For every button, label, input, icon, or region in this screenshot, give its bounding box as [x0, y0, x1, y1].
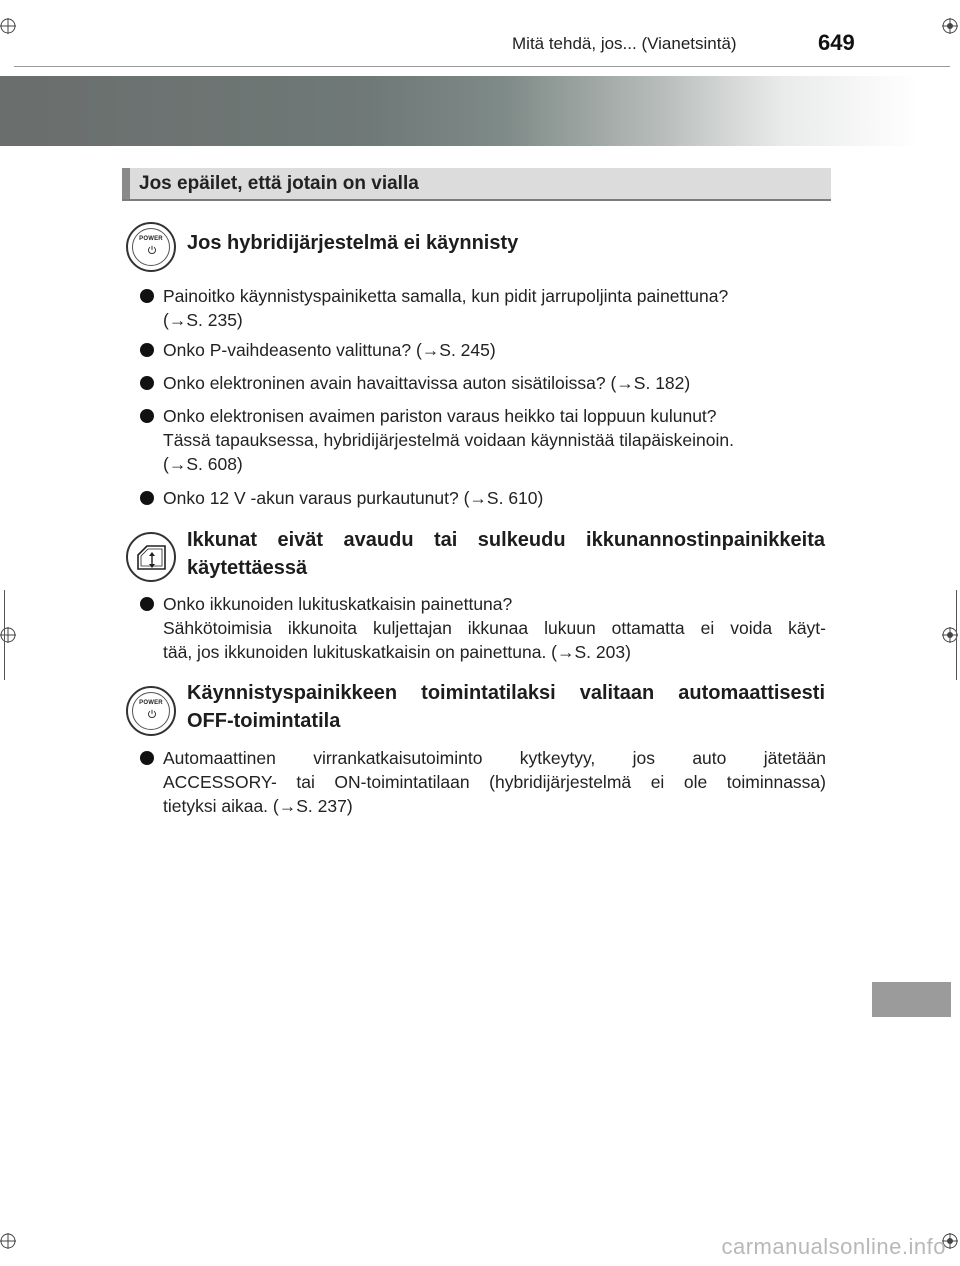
running-header-title: Mitä tehdä, jos... (Vianetsintä) — [512, 34, 737, 53]
trim-line-left — [4, 590, 5, 680]
trim-line-right — [956, 590, 957, 680]
crop-mark-bottom-left — [0, 1228, 26, 1254]
crop-mark-top-left — [0, 18, 26, 44]
power-icon-label: POWER — [139, 700, 163, 706]
bullet-icon — [140, 597, 154, 611]
bullet-icon — [140, 289, 154, 303]
chapter-banner — [0, 76, 920, 146]
header-divider — [14, 66, 950, 67]
power-window-icon — [126, 532, 176, 582]
power-button-icon — [126, 686, 176, 736]
power-icon-label: POWER — [139, 236, 163, 242]
chapter-side-tab — [872, 982, 951, 1017]
crop-mark-top-right — [936, 18, 960, 44]
bullet-icon — [140, 409, 154, 423]
power-button-icon — [126, 222, 176, 272]
section-heading: Jos epäilet, että jotain on vialla — [139, 173, 419, 194]
watermark: carmanualsonline.info — [721, 1234, 946, 1259]
bullet-icon — [140, 343, 154, 357]
topic-title-power-windows: Ikkunat eivät avaudu tai sulkeudu ikkunannostinpainikkeita käytettäessä — [187, 529, 825, 579]
page-number: 649 — [818, 30, 855, 55]
section-heading-bar — [122, 168, 831, 201]
bullet-icon — [140, 491, 154, 505]
bullet-icon — [140, 376, 154, 390]
section-heading-accent — [122, 168, 130, 199]
topic-title-auto-power-off: Käynnistyspainikkeen toimintatilaksi valitaan automaattisesti OFF-toimintatila — [187, 682, 825, 732]
bullet-icon — [140, 751, 154, 765]
topic-title-hybrid-start: Jos hybridijärjestelmä ei käynnisty — [187, 232, 519, 254]
